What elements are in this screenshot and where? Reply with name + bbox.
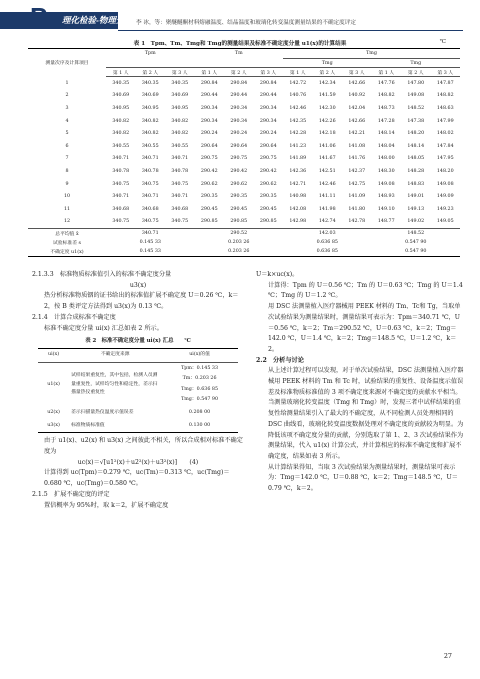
table1-summary-cell: 0.145 33 [106, 247, 195, 257]
table2-cell: u3(x) [38, 420, 69, 433]
paragraph: U＝k×uc(x)。 [256, 271, 299, 278]
table1-row-index: 7 [65, 156, 69, 162]
table1-group-subheader: Tmg [372, 59, 461, 68]
section-2-2-heading: 2.2 分析与讨论 [256, 356, 304, 364]
table1-summary-cell: 0.547 90 [372, 247, 461, 257]
table1-cell: 340.55 [112, 143, 130, 149]
table1-cell: 147.38 [407, 118, 425, 124]
table1-rowhead: 测量次序及计算项目 [28, 49, 106, 77]
table1-cell: 340.71 [171, 194, 189, 200]
table1-summary-row [28, 238, 460, 247]
table1-cell: 147.80 [407, 80, 425, 86]
table1-summary-row [28, 229, 460, 239]
table1-cell: 290.24 [259, 131, 277, 137]
table1-cell: 148.02 [436, 131, 454, 137]
table1-cell: 340.75 [141, 219, 159, 225]
table1-cell: 340.75 [171, 219, 189, 225]
table1-cell: 340.78 [171, 168, 189, 174]
table1-cell: 142.26 [318, 118, 336, 124]
table1-cell: 147.95 [436, 156, 454, 162]
table1-subheader: 第 2 人 [224, 68, 254, 77]
table1-cell: 142.34 [318, 80, 336, 86]
table1-cell: 340.71 [141, 156, 159, 162]
table1-cell: 340.82 [141, 118, 159, 124]
table1-row [28, 127, 460, 140]
table1-cell: 290.64 [230, 143, 248, 149]
table1-group-header: Tmg [283, 49, 460, 59]
table1-row-index: 9 [65, 181, 69, 187]
table1-subheader: 第 1 人 [372, 68, 402, 77]
table1-subheader: 第 2 人 [136, 68, 166, 77]
section-2-1-5-heading: 2.1.5 扩展不确定度的评定 [32, 490, 110, 498]
table1-cell: 149.02 [407, 219, 425, 225]
table1-cell: 142.74 [318, 219, 336, 225]
table1-cell: 142.28 [289, 131, 307, 137]
table1-cell: 149.08 [377, 181, 395, 187]
page-header [0, 0, 480, 34]
table1-summary-cell: 0.203 26 [195, 247, 284, 257]
table1-summary-cell: 0.547 90 [405, 240, 427, 246]
table1-cell: 148.00 [377, 156, 395, 162]
table1-cell: 148.05 [407, 156, 425, 162]
table1-group-header: Tpm [106, 49, 195, 59]
table1-cell: 340.68 [171, 206, 189, 212]
table1-cell: 290.35 [200, 194, 218, 200]
table1-cell: 148.73 [377, 105, 395, 111]
table1-cell: 141.08 [348, 143, 366, 149]
table1-cell: 290.24 [200, 131, 218, 137]
table1-subheader: 第 3 人 [165, 68, 195, 77]
table1-cell: 340.82 [112, 118, 130, 124]
table1-row-index: 3 [65, 105, 69, 111]
table1-cell: 290.85 [230, 219, 248, 225]
table1 [28, 48, 460, 257]
table1-cell: 290.24 [230, 131, 248, 137]
table2-value: Tmg：0.547 90 [181, 397, 219, 403]
table2-cell: 试样结果重复性，其中包括，检测人员测量重复性，试样均匀性和稳定性，差示扫描量热仪重复性 [71, 373, 158, 396]
table1-cell: 149.23 [436, 206, 454, 212]
table2-header: ui(x) [38, 348, 69, 362]
table1-cell: 148.63 [436, 105, 454, 111]
table1-cell: 340.82 [141, 131, 159, 137]
table1-cell: 148.14 [407, 143, 425, 149]
table1-cell: 340.55 [141, 143, 159, 149]
table1-cell: 290.45 [230, 206, 248, 212]
table1-cell: 340.95 [171, 105, 189, 111]
paragraph: 热分析标准物质铟的证书给出的标准值扩展不确定度 U＝0.26 ℃，k＝2，按 B 类评定方法得到 u3(x)为 0.13 ℃。 [44, 292, 239, 311]
table1-row [28, 90, 460, 103]
table1-cell: 340.71 [112, 194, 130, 200]
section-2-1-3-3-heading: 2.1.3.3 标准物质标准值引入的标准不确定度分量 [32, 271, 172, 278]
table1-cell: 290.34 [259, 118, 277, 124]
table1-cell: 148.82 [377, 93, 395, 99]
table1-cell: 142.66 [348, 118, 366, 124]
table1-cell: 340.75 [141, 181, 159, 187]
table1-cell: 290.34 [230, 105, 248, 111]
table1-cell: 147.87 [436, 80, 454, 86]
table1-cell: 142.98 [289, 219, 307, 225]
table1-cell: 142.04 [348, 105, 366, 111]
table2-cell: 标准物质标准值 [69, 420, 161, 433]
table1-row-index: 5 [65, 131, 69, 137]
table1-cell: 142.08 [289, 206, 307, 212]
table1-row [28, 216, 460, 229]
journal-logo-text: 理化检验-物理分册 [62, 15, 133, 25]
table1-cell: 290.34 [200, 118, 218, 124]
table1-cell: 290.44 [230, 93, 248, 99]
table1-cell: 340.82 [112, 131, 130, 137]
table1-cell: 290.44 [200, 93, 218, 99]
table1-cell: 148.20 [407, 131, 425, 137]
table1-cell: 290.62 [259, 181, 277, 187]
table1-cell: 148.30 [377, 168, 395, 174]
running-head: 李 冰，等：聚醚醚酮材料熔融温度、结晶温度和玻璃化转变温度测量结果的不确定度评定 [136, 20, 356, 26]
table1-cell: 340.82 [171, 131, 189, 137]
table1-cell: 290.45 [259, 206, 277, 212]
table2-value: Tpm：0.145 33 [181, 365, 219, 371]
table1-cell: 148.77 [377, 219, 395, 225]
table1-cell: 142.30 [318, 105, 336, 111]
table1-cell: 142.72 [289, 80, 307, 86]
table1-cell: 340.55 [171, 143, 189, 149]
table1-cell: 142.78 [348, 219, 366, 225]
table1-summary-cell: 0.636 85 [283, 247, 372, 257]
table1-cell: 149.13 [407, 206, 425, 212]
table1-subheader: 第 3 人 [431, 68, 461, 77]
table1-cell: 290.34 [230, 118, 248, 124]
table1-cell: 149.01 [407, 194, 425, 200]
table1-cell: 141.98 [318, 206, 336, 212]
table1-subheader: 第 1 人 [106, 68, 136, 77]
paragraph: 由于 u1(x)、u2(x) 和 u3(x) 之间彼此不相关，所以合成相对标准不确定度为 [44, 437, 243, 456]
table1-cell: 340.75 [112, 181, 130, 187]
table1-cell: 290.64 [200, 143, 218, 149]
table1-cell: 290.75 [200, 156, 218, 162]
table1-cell: 290.62 [230, 181, 248, 187]
table1-cell: 340.69 [141, 93, 159, 99]
table1-row [28, 115, 460, 128]
equation-4: uc(x)＝√[u1²(x)＋u2²(x)＋u3²(x)] (4) [77, 458, 199, 466]
table1-row-index: 11 [63, 206, 71, 212]
table1-cell: 340.71 [141, 194, 159, 200]
table1-cell: 340.35 [171, 80, 189, 86]
section-2-1-4-heading: 2.1.4 计算合成标准不确定度 [32, 313, 116, 321]
table1-cell: 147.84 [436, 143, 454, 149]
table1-row [28, 153, 460, 166]
table1-row [28, 190, 460, 203]
table1-cell: 148.20 [436, 168, 454, 174]
table2-caption: 表 2 标准不确定度分量 ui(x) 汇总 ℃ [85, 338, 191, 345]
table1-cell: 149.08 [407, 93, 425, 99]
table1-cell: 290.84 [200, 80, 218, 86]
page-number: 27 [443, 652, 452, 660]
table1-caption: 表 1 Tpm、Tm、Tmg和 Tmg的测量结果及标准不确定度分量 u1(x)的计算结果 [133, 41, 347, 47]
table2-cell-values [161, 362, 238, 407]
table1-row [28, 165, 460, 178]
paragraph: 置信概率为 95%时，取 k＝2，扩展不确定度 [44, 501, 169, 509]
table1-cell: 148.82 [436, 93, 454, 99]
table1-cell: 290.35 [259, 194, 277, 200]
table1-cell: 142.46 [289, 105, 307, 111]
table1-cell: 141.76 [348, 156, 366, 162]
table1-cell: 290.35 [230, 194, 248, 200]
table1-cell: 340.68 [112, 206, 130, 212]
table2-value: 0.208 00 [188, 409, 211, 415]
table1-subheader: 第 1 人 [195, 68, 225, 77]
table2-header: ui(x)的值 [161, 348, 238, 362]
table2 [38, 348, 238, 433]
table1-cell: 147.28 [377, 118, 395, 124]
table1-summary-cell: 290.52 [195, 229, 284, 239]
table1-cell: 290.42 [200, 168, 218, 174]
table2-cell: u1(x) [47, 381, 60, 387]
table1-summary-cell: 0.145 33 [139, 240, 161, 246]
table1-cell: 340.95 [141, 105, 159, 111]
paragraph: 从上述计算过程可以发现，对于单次试验结果，DSC 法测量植入医疗器械用 PEEK 材料的 Tm 和 Tc 时，试验结果的重复性、设备温度示值误差及标准物质标准值的 3 项不确定度来源对不确定度的贡献水平相当。当测量玻璃化转变温度（Tmg 和 Tmg）时，发现三者中试样结果的重复性给测量结果引入了最大的不确定度，从不同检测人员处理相同的 DSC 曲线看，玻璃化转变温度数据处理对不确定度的贡献较为明显。为降低该项不确定度分量的贡献，分别选取了第 1、2、3 次试验结果作为测量结果，代入 u1(x) 计算公式，并计算相应的标准不确定度和扩展不确定度，结果如表 3 所示。 [268, 367, 464, 460]
table1-group-header: Tm [195, 49, 284, 59]
table1-row-index: 12 [63, 219, 71, 225]
table1-summary-label: 不确定度 u1(x) [28, 247, 106, 257]
table1-unit: ℃ [439, 39, 446, 45]
table1-cell: 148.83 [407, 181, 425, 187]
section-2-1-3-3-heading-symbol: u3(x) [129, 281, 147, 289]
table1-subheader: 第 2 人 [313, 68, 343, 77]
table1-summary-cell: 340.71 [106, 229, 195, 239]
table1-subheader: 第 3 人 [254, 68, 284, 77]
table1-cell: 149.09 [436, 194, 454, 200]
table1-subheader: 第 2 人 [401, 68, 431, 77]
table1-cell: 290.42 [230, 168, 248, 174]
table1-cell: 340.82 [171, 118, 189, 124]
paragraph: 用 DSC 法测量植入医疗器械用 PEEK 材料的 Tm、Tc和 Tg，当取单次试验结果为测量结果时，测量结果可表示为：Tpm＝340.71 ℃，U＝0.56 ℃，k＝2；Tm＝290.52 ℃，U＝0.63 ℃，k＝2；Tmg＝142.0 ℃，U＝1.4 ℃，k＝2；Tmg＝148.5 ℃，U＝1.2 ℃，k＝2。 [268, 303, 461, 353]
paragraph: 从计算结果得知，当取 3 次试验结果为测量结果时，测量结果可表示为：Tmg＝142.0 ℃，U＝0.88 ℃，k＝2；Tmg＝148.5 ℃，U＝0.79 ℃，k＝2。 [268, 463, 458, 493]
table1-cell: 290.34 [200, 105, 218, 111]
table2-value: Tmg：0.636 85 [181, 386, 219, 392]
table1-cell: 147.76 [377, 80, 395, 86]
table1-cell: 140.98 [289, 194, 307, 200]
table1-cell: 142.66 [348, 80, 366, 86]
table1-cell: 141.09 [348, 194, 366, 200]
table2-header: 不确定度来源 [69, 348, 161, 362]
table1-cell: 340.71 [171, 156, 189, 162]
table1-cell: 141.89 [289, 156, 307, 162]
table1-cell: 340.69 [112, 93, 130, 99]
table1-row [28, 140, 460, 153]
table1-cell: 290.75 [259, 156, 277, 162]
table1-cell: 340.68 [141, 206, 159, 212]
table2-cell: u2(x) [47, 409, 60, 415]
left-column [32, 270, 244, 511]
table2-cell: 差示扫描量热仪温度示值误差 [71, 410, 134, 416]
table1-cell: 290.34 [259, 105, 277, 111]
table1-cell: 340.78 [112, 168, 130, 174]
paragraph: 标准不确定度分量 ui(x) 汇总如表 2 所示。 [44, 324, 163, 332]
table1-row [28, 203, 460, 216]
paragraph: 计算得到 uc(Tpm)＝0.279 ℃，uc(Tm)＝0.313 ℃，uc(Tmg)＝0.680 ℃，uc(Tmg)＝0.580 ℃。 [44, 469, 230, 488]
table1-cell: 141.11 [318, 194, 336, 200]
table1-cell: 149.05 [436, 219, 454, 225]
right-column [256, 270, 464, 495]
table1-cell: 142.35 [289, 118, 307, 124]
header-rule [118, 30, 463, 31]
table1-cell: 142.51 [318, 168, 336, 174]
table1-cell: 142.18 [318, 131, 336, 137]
table1-subheader: 第 3 人 [342, 68, 372, 77]
table1-cell: 340.75 [112, 219, 130, 225]
table1-cell: 290.85 [259, 219, 277, 225]
table1-row [28, 77, 460, 90]
table1-cell: 290.85 [200, 219, 218, 225]
table1-cell: 141.23 [289, 143, 307, 149]
table1-cell: 290.62 [200, 181, 218, 187]
table1-cell: 148.04 [377, 143, 395, 149]
paragraph: 计算得：Tpm 的 U＝0.56 ℃；Tm 的 U＝0.63 ℃；Tmg 的 U＝1.4 ℃；Tmg 的 U＝1.2 ℃。 [268, 281, 463, 300]
table1-cell: 142.75 [348, 181, 366, 187]
table1-row-index: 2 [65, 93, 69, 99]
table1-subheader: 第 1 人 [283, 68, 313, 77]
table1-summary-cell: 142.03 [283, 229, 372, 239]
table1-cell: 290.84 [259, 80, 277, 86]
table1-cell: 290.42 [259, 168, 277, 174]
table1-cell: 140.92 [348, 93, 366, 99]
table1-cell: 140.76 [289, 93, 307, 99]
table1-cell: 340.71 [112, 156, 130, 162]
table1-row-index: 6 [65, 143, 69, 149]
table1-cell: 142.46 [318, 181, 336, 187]
table1-cell: 290.44 [259, 93, 277, 99]
table1-cell: 290.84 [230, 80, 248, 86]
table1-summary-cell: 0.636 85 [316, 240, 338, 246]
table1-cell: 149.08 [436, 181, 454, 187]
table1-row-index: 1 [65, 80, 69, 86]
table1-summary-label: 总平均值 x̄ [28, 229, 106, 239]
table1-row-index: 10 [63, 194, 71, 200]
table1-cell: 340.75 [171, 181, 189, 187]
table1-cell: 142.21 [348, 131, 366, 137]
table1-cell: 141.80 [348, 206, 366, 212]
table1-row-index: 4 [65, 118, 69, 124]
table1-group-subheader: Tmg [283, 59, 372, 68]
table1-cell: 148.14 [377, 131, 395, 137]
table2-value: 0.130 00 [161, 420, 238, 433]
table1-cell: 142.37 [348, 168, 366, 174]
table1-row [28, 102, 460, 115]
table1-cell: 148.28 [407, 168, 425, 174]
table1-cell: 340.78 [141, 168, 159, 174]
table1-cell: 141.06 [318, 143, 336, 149]
table1-cell: 148.93 [377, 194, 395, 200]
table1-cell: 142.36 [289, 168, 307, 174]
table1-summary-row [28, 247, 460, 257]
table1-cell: 147.99 [436, 118, 454, 124]
table1-cell: 141.67 [318, 156, 336, 162]
table1-cell: 141.59 [318, 93, 336, 99]
table1-summary-label: 试验标准差 s [53, 241, 81, 247]
table1-cell: 340.35 [141, 80, 159, 86]
table1-cell: 148.52 [407, 105, 425, 111]
table1-summary-cell: 0.203 26 [228, 240, 250, 246]
table1-cell: 340.69 [171, 93, 189, 99]
table1-row [28, 178, 460, 191]
table1-summary-cell: 148.52 [372, 229, 461, 239]
table1-cell: 340.95 [112, 105, 130, 111]
table1-cell: 149.10 [377, 206, 395, 212]
table1-cell: 142.71 [289, 181, 307, 187]
table2-value: Tm：0.203 26 [182, 376, 217, 382]
journal-logo-letter: P [30, 2, 48, 32]
table1-cell: 290.75 [230, 156, 248, 162]
table1-cell: 290.64 [259, 143, 277, 149]
table1-row-index: 8 [65, 168, 69, 174]
table1-cell: 340.35 [112, 80, 130, 86]
table1-cell: 290.45 [200, 206, 218, 212]
